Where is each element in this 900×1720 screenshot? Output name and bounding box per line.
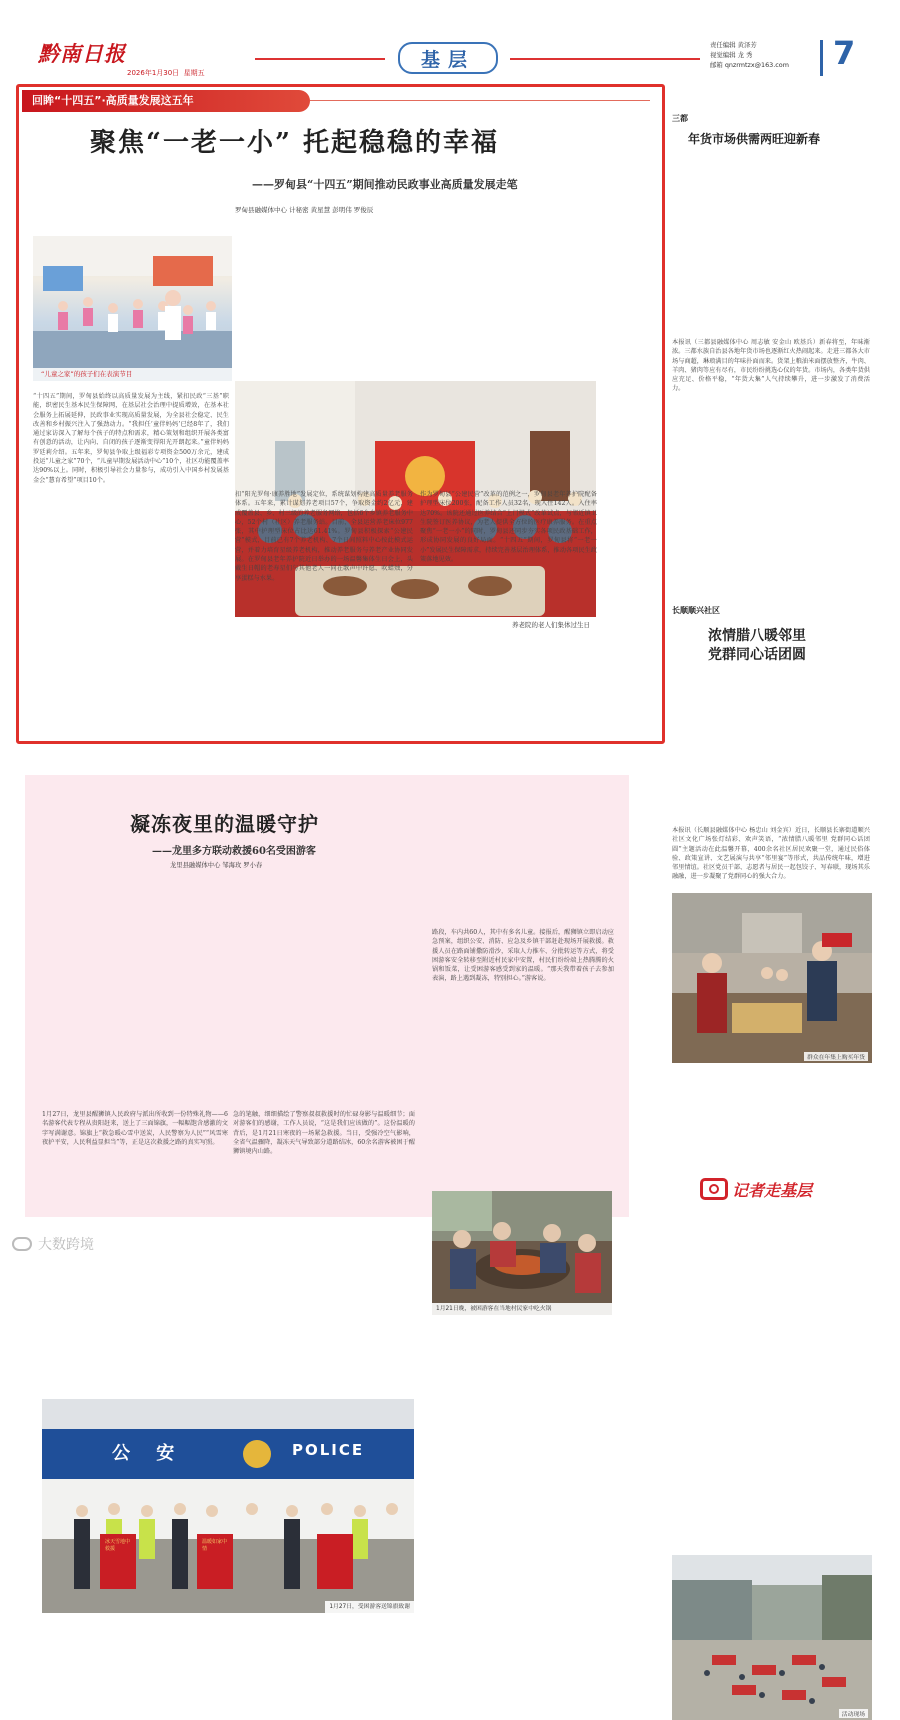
feature-byline: 罗甸县融媒体中心 计秘密 黄星慧 彭明伟 罗俊辰 [235,206,374,214]
police-photo-caption: 1月27日，受困游客送锦旗致谢 [325,1601,414,1613]
column-logo [700,1175,870,1203]
feature-text-col3: 作为罗甸县“公建民营”改革的范例之一，罗甸县老年养护院配备护理型床位200张，配备工作人员32名，现入住142人。入住率达70%。该院还通过医养结合“上门模式”改革试点，与邻近镇卫生院签订医养协议，为老人提供全方位的医疗康养服务。在重点聚焦“一老一小”的同时，罗甸县还同步夯实各项民政基础工作，形成协同发展的良好局面。“十四五”期间，罗甸县将“一老一小”发展民生保障需求，持续完善基层治理体系，推动各项民生政策落地见效。 [420,491,597,564]
banner-text-2: 温暖如家中情 [202,1539,228,1552]
camera-icon [700,1178,728,1200]
hotpot-photo-caption: 1月21日晚，被困游客在当地村民家中吃火锅 [432,1303,612,1315]
community-photo [672,1555,872,1720]
masthead: 黔南日报 [38,41,126,66]
police-sign-en: POLICE [292,1441,365,1459]
police-scene [42,1399,414,1613]
community-scene [672,1555,872,1720]
column-logo-text: 记者走基层 [732,1180,813,1200]
section-label: 基层 [420,48,475,71]
rescue-text-col2: 急的笔触，细细描绘了警察叔叔救援时的忙碌身影与温暖细节；面对游客们的感谢，工作人员说，“这是我们应该做的”。这份温暖的背后，是1月21日寒夜的一场紧急救援。当日，受强冷空气影响，全省气温骤降，凝冻天气导致部分道路结冰，60余名游客被困于醒狮镇境内山路。 [233,1111,415,1156]
editor-info: 责任编辑 黄泽芳 视觉编辑 龙 秀 邮箱 qnzrmtzx@163.com [710,41,789,69]
header-rule-left [255,58,385,60]
market-photo-caption: 群众在年集上购买年货 [804,1052,868,1061]
watermark-icon [12,1237,32,1251]
birthday-photo-caption: 养老院的老人们集体过生日 [512,621,590,629]
rescue-subtitle: ——龙里多方联动救援60名受困游客 [152,846,316,857]
header-rule-right [510,58,700,60]
sidebar2-location: 长顺顺兴社区 [672,606,720,615]
rescue-title: 凝冻夜里的温暖守护 [130,812,319,836]
children-scene [33,236,232,381]
page-number: 7 [833,34,856,72]
sidebar1-text: 本报讯（三都县融媒体中心 周志敏 安金山 欧基兵）新春将至，年味渐浓。三都水族自治县各地年货市场也逐渐红火热闹起来。走进三都各大市场与商超，琳琅满目的年味扑面而来。货架上粮油米面摆放整齐，牛肉、羊肉、猪肉等应有尽有，市民纷纷挑选心仪的年货。市场内，各类年货供应充足、价格平稳，“年货大集”人气持续攀升，进一步激发了消费活力。 [672,339,870,393]
police-photo [42,1399,414,1613]
page-number-bar [820,40,823,76]
banner-text-1: 冰天雪地中救援 [105,1539,131,1552]
police-sign: 公 安 [112,1443,185,1464]
children-photo-caption: “儿童之家”的孩子们在表演节目 [33,368,232,381]
feature-subtitle: ——罗甸县“十四五”期间推动民政事业高质量发展走笔 [252,178,518,191]
sidebar1-location: 三都 [672,114,688,123]
community-photo-caption: 活动现场 [839,1709,868,1718]
feature-banner-line [310,100,650,101]
sidebar2-text: 本报讯（长顺县融媒体中心 杨忠山 刘金宾）近日，长顺县长寨街道顺兴社区文化广场张灯结彩、欢声笑语，“浓情腊八暖邻里 党群同心话团圆”主题活动在此温馨开幕，400余名社区居民欢聚一堂，通过民俗体验、政策宣讲、文艺展演与共享“邻里宴”等形式，共品传统年味，增进邻里情谊。社区党员干部、志愿者与居民一起包饺子、写春联，现场其乐融融，进一步凝聚了党群同心的强大合力。 [672,827,870,881]
feature-banner: 回眸“十四五”·高质量发展这五年 [22,90,310,112]
rescue-byline: 龙里县融媒体中心 邹海玫 罗小春 [170,862,263,869]
feature-text-col2: 扣“阳光罗甸·康养胜地”发展定位，系统谋划构建高质量养老服务体系。五年来，累计谋划养老项目57个，争取资金约2亿元，建成覆盖县、乡、村三级的养老服务网络，包括6个乡镇养老服务中心，52个村（社区）养老服务站。目前，全县运营养老床位977张，其中护理型床位占比达61.41%。罗甸县积极探索“公建民营”模式，目前已有7个养老机构、7个日间照料中心按此模式运营，并着力培育星级养老机构，推动养老服务与养老产业协同发展。在罗甸县老年养护院近日举办的一场温馨集体生日会上，头戴生日帽的老寿星们与其他老人一同在歌声中许愿、吹蜡烛，分享蛋糕与水果。 [235,491,413,582]
watermark-text: 大数跨境 [38,1237,94,1253]
sidebar2-title-2: 党群同心话团圆 [708,647,806,663]
feature-text-col1: “十四五”期间，罗甸县始终以高质量发展为主线，紧扣民政“三基”职能，织密民生基本民生保障网，在基层社会治理中提质增效，在基本社会服务上拓展延伸，民政事业实现高质量发展，为全县社会稳定、民生改善和乡村振兴注入了强劲动力。“我担任‘童伴妈妈’已经8年了，我们通过家访深入了解每个孩子的特点和需求，精心策划和组织开展各类富有创意的活动，让内向、自闭的孩子逐渐变得阳光开朗起来。”童伴妈妈罗廷莉介绍。五年来，罗甸县争取上级福彩专项资金500万余元，建成投运“儿童之家”70个，“儿童早期发展活动中心”10个，社区功能覆盖率达90%以上。同时，积极引导社会力量参与，成功引入中国乡村发展基金会“慧育希望”项目10个。 [33,393,229,484]
rescue-text-col3: 路段，车内共60人，其中有多名儿童。接报后，醒狮镇立即启动应急预案，组织公安、消防、应急及乡镇干部赶赴现场开展救援。救援人员在路面铺撒防滑沙，采取人力推车、分批转运等方式，将受困游客安全转移至附近村民家中安置，村民们纷纷端上热腾腾的火锅和饭菜，让受困游客感受到家的温暖。“那天我带着孩子去参加表演，路上遇到凝冻，特别担心。”游客说。 [432,929,614,983]
section-tab [398,42,498,74]
watermark [12,1234,94,1254]
date: 2026年1月30日 星期五 [127,69,205,77]
rescue-text-col1: 1月27日，龙里县醒狮镇人民政府与派出所收到一份特殊礼物——6名游客代表专程从贵阳赶来，送上了三面锦旗，一幅幅饱含感激的文字写满谢意。锦旗上“救急暖心雪中送炭，人民警察为人民”“风雪寒夜护平安，人民利益显担当”等，正是这次救援之路的真实写照。 [42,1111,228,1146]
sidebar1-title: 年货市场供需两旺迎新春 [688,132,821,146]
sidebar2-title-1: 浓情腊八暖邻里 [708,628,806,644]
children-photo [33,236,232,381]
feature-title: 聚焦“一老一小” 托起稳稳的幸福 [90,128,499,158]
